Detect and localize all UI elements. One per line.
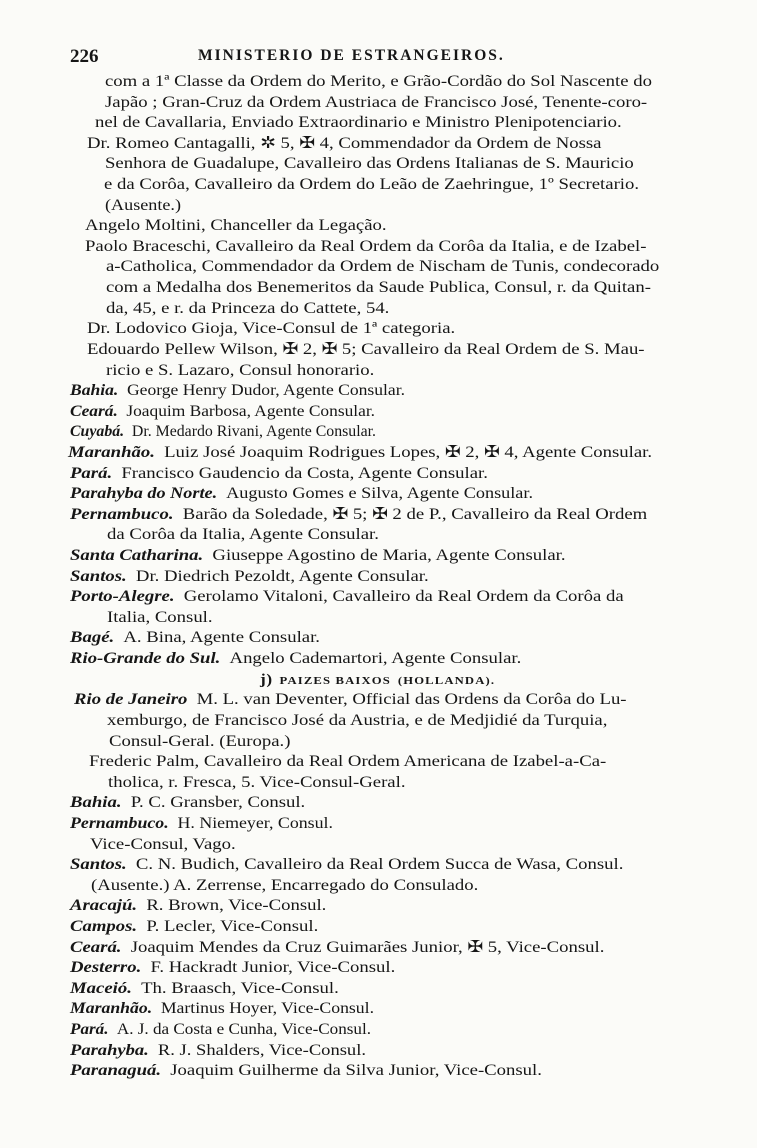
text-line [0,442,757,463]
text-line [0,978,757,999]
text-line [0,1019,757,1040]
line-text: a-Catholica, Commendador da Ordem de Nischam de Tunis, condecorado [106,256,660,276]
line-text: (Ausente.) A. Zerrense, Encarregado do Consulado. [91,874,479,894]
city-label: Maranhão. [68,441,155,461]
line-text: George Henry Dudor, Agente Consular. [126,380,406,400]
text-line [0,566,757,587]
line-text: Luiz José Joaquim Rodrigues Lopes, ✠ 2, ✠ 4, Agente Consular. [164,441,653,461]
line-text: da Corôa da Italia, Agente Consular. [107,524,379,544]
line-text: e da Corôa, Cavalleiro da Ordem do Leão de Zaehringue, 1º Secretario. [104,174,640,194]
city-label: Pernambuco. [70,812,169,832]
line-text: tholica, r. Fresca, 5. Vice-Consul-Geral. [108,771,406,791]
text-line [0,875,757,896]
city-label: Pará. [70,462,113,482]
city-label: Aracajú. [70,895,138,915]
text-line [0,277,757,298]
text-line [0,195,757,216]
line-text: Joaquim Guilherme da Silva Junior, Vice-Consul. [170,1060,542,1080]
text-line [0,215,757,236]
running-title: MINISTERIO DE ESTRANGEIROS. [198,47,505,64]
text-line [0,236,757,257]
city-label: Desterro. [70,957,142,977]
section-country-alt: (HOLLANDA). [397,674,496,687]
text-line [0,834,757,855]
text-line [0,689,757,710]
text-line [0,401,757,422]
text-line [0,1040,757,1061]
city-label: Rio-Grande do Sul. [70,648,221,668]
line-text: P. C. Gransber, Consul. [130,792,306,812]
city-label: Pernambuco. [70,503,174,523]
city-label: Maceió. [70,977,132,997]
city-label: Paranaguá. [70,1060,162,1080]
line-text: Italia, Consul. [107,606,213,626]
text-line [0,92,757,113]
line-text: A. J. da Costa e Cunha, Vice-Consul. [116,1019,371,1039]
page-number: 226 [70,46,99,67]
city-label: Santos. [70,565,127,585]
text-line [0,483,757,504]
text-line [0,772,757,793]
text-line [0,256,757,277]
text-line [0,1060,757,1081]
line-text: xemburgo, de Francisco José da Austria, e de Medjidié da Turquia, [107,709,608,729]
text-line [0,813,757,834]
line-text: R. Brown, Vice-Consul. [146,895,327,915]
text-line [0,298,757,319]
text-line [0,998,757,1019]
text-line [0,380,757,401]
text-line [0,112,757,133]
line-text: Dr. Lodovico Gioja, Vice-Consul de 1ª categoria. [87,318,456,338]
city-label: Parahyba do Norte. [70,483,218,503]
text-line [0,524,757,545]
line-text: Angelo Cademartori, Agente Consular. [229,648,522,668]
text-line [0,339,757,360]
line-text: Barão da Soledade, ✠ 5; ✠ 2 de P., Cavalleiro da Real Ordem [182,503,648,523]
line-text: Consul-Geral. (Europa.) [109,730,291,750]
line-text: Gerolamo Vitaloni, Cavalleiro da Real Ordem da Corôa da [183,586,624,606]
text-line [0,710,757,731]
line-text: Vice-Consul, Vago. [90,833,236,853]
text-line [0,895,757,916]
line-text: com a Medalha dos Benemeritos da Saude Publica, Consul, r. da Quitan- [106,277,651,297]
city-label: Rio de Janeiro [74,689,188,709]
line-text: Martinus Hoyer, Vice-Consul. [160,998,374,1018]
directory-text [0,71,757,1081]
text-line [0,916,757,937]
text-line [0,463,757,484]
line-text: R. J. Shalders, Vice-Consul. [157,1039,366,1059]
line-text: C. N. Budich, Cavalleiro da Real Ordem Succa de Wasa, Consul. [135,854,624,874]
line-text: Dr. Medardo Rivani, Agente Consular. [131,421,376,441]
city-label: Maranhão. [70,998,153,1018]
section-country: PAIZES BAIXOS [279,674,391,687]
line-text: Joaquim Barbosa, Agente Consular. [126,400,375,420]
text-line [0,71,757,92]
city-label: Bagé. [70,627,115,647]
line-text: Dr. Romeo Cantagalli, ✲ 5, ✠ 4, Commendador da Ordem de Nossa [87,132,602,152]
text-line [0,648,757,669]
city-label: Campos. [70,915,138,935]
line-text: Augusto Gomes e Silva, Agente Consular. [226,483,533,503]
line-text: P. Lecler, Vice-Consul. [146,915,319,935]
section-heading [0,669,757,690]
city-label: Bahia. [70,792,122,812]
line-text: Francisco Gaudencio da Costa, Agente Consular. [121,462,488,482]
city-label: Ceará. [70,400,118,420]
city-label: Porto-Alegre. [70,586,175,606]
line-text: M. L. van Deventer, Official das Ordens da Corôa do Lu- [196,689,627,709]
city-label: Pará. [70,1019,109,1039]
line-text: H. Niemeyer, Consul. [177,812,333,832]
line-text: da, 45, e r. da Princeza do Cattete, 54. [106,297,390,317]
text-line [0,545,757,566]
city-label: Ceará. [70,936,122,956]
line-text: ricio e S. Lazaro, Consul honorario. [106,359,375,379]
line-text: Japão ; Gran-Cruz da Ordem Austriaca de Francisco José, Tenente-coro- [105,91,648,111]
line-text: nel de Cavallaria, Enviado Extraordinario e Ministro Plenipotenciario. [95,112,622,132]
text-line [0,751,757,772]
text-line [0,133,757,154]
text-line [0,792,757,813]
line-text: Giuseppe Agostino de Maria, Agente Consular. [212,545,566,565]
text-line [0,318,757,339]
city-label: Santa Catharina. [70,545,204,565]
text-line [0,421,757,442]
text-line [0,937,757,958]
line-text: Joaquim Mendes da Cruz Guimarães Junior, ✠ 5, Vice-Consul. [130,936,605,956]
text-line [0,854,757,875]
line-text: com a 1ª Classe da Ordem do Merito, e Grão-Cordão do Sol Nascente do [105,71,652,90]
text-line [0,153,757,174]
text-line [0,586,757,607]
city-label: Parahyba. [70,1039,149,1059]
line-text: Frederic Palm, Cavalleiro da Real Ordem Americana de Izabel-a-Ca- [89,751,607,771]
line-text: (Ausente.) [105,194,181,214]
city-label: Santos. [70,854,127,874]
line-text: F. Hackradt Junior, Vice-Consul. [150,957,396,977]
text-line [0,627,757,648]
text-line [0,360,757,381]
line-text: Edouardo Pellew Wilson, ✠ 2, ✠ 5; Cavalleiro da Real Ordem de S. Mau- [87,338,645,358]
line-text: Paolo Braceschi, Cavalleiro da Real Ordem da Corôa da Italia, e de Izabel- [85,235,647,255]
line-text: A. Bina, Agente Consular. [123,627,320,647]
city-label: Bahia. [70,380,119,400]
text-line [0,504,757,525]
line-text: Th. Braasch, Vice-Consul. [141,977,339,997]
line-text: Dr. Diedrich Pezoldt, Agente Consular. [135,565,429,585]
text-line [0,174,757,195]
section-letter: j) [260,671,273,688]
text-line [0,607,757,628]
city-label: Cuyabá. [70,421,125,441]
text-line [0,731,757,752]
text-line [0,957,757,978]
line-text: Senhora de Guadalupe, Cavalleiro das Ordens Italianas de S. Mauricio [105,153,634,173]
line-text: Angelo Moltini, Chanceller da Legação. [85,215,387,235]
page-header [70,46,710,70]
